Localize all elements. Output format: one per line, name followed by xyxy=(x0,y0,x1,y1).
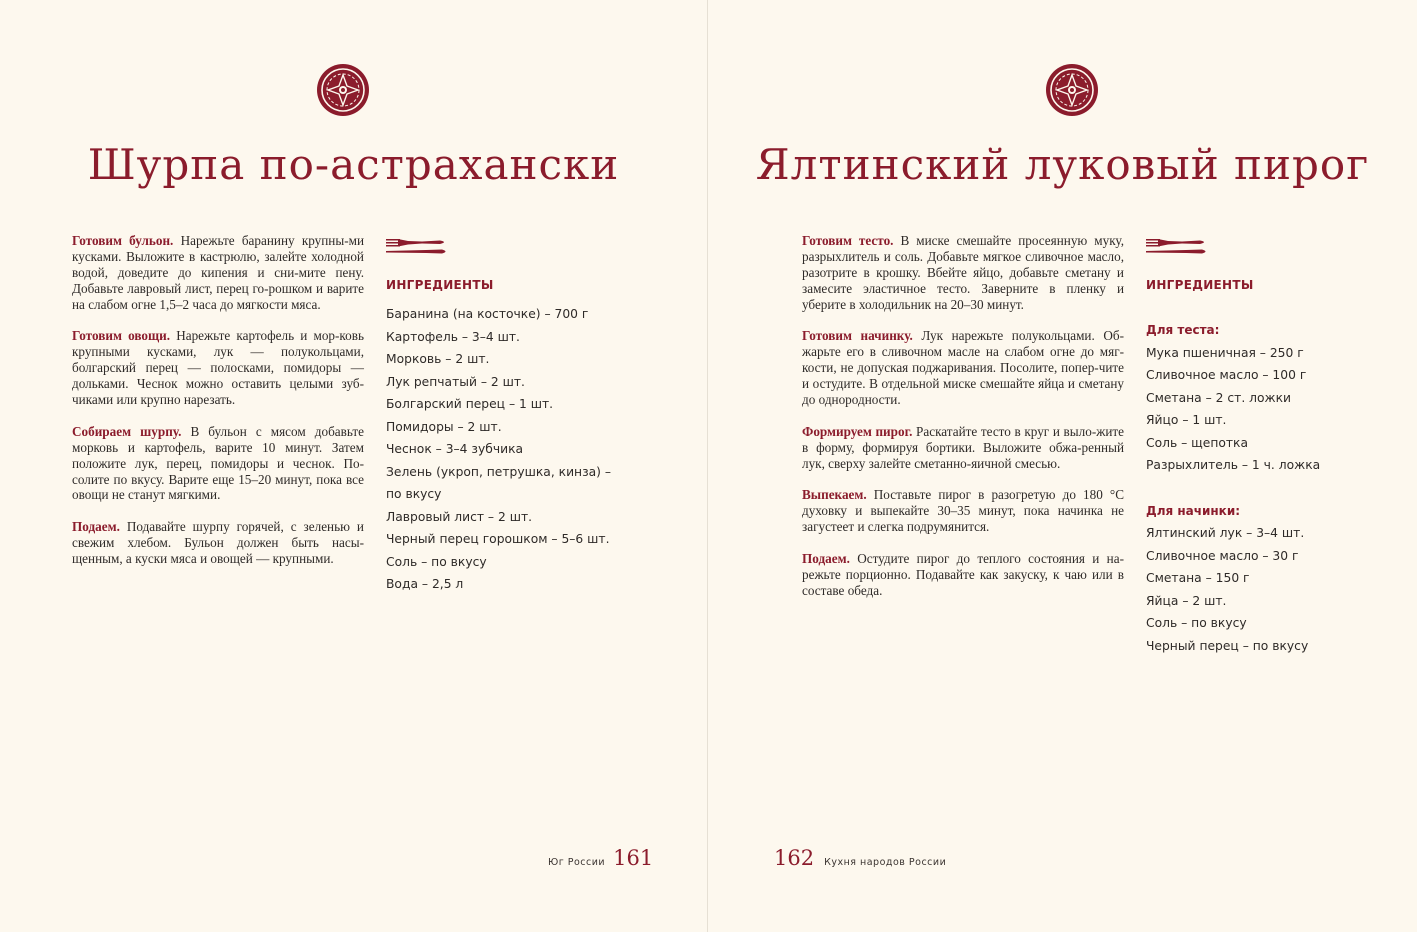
ingredient-item: Сливочное масло – 100 г xyxy=(1146,368,1307,382)
step-paragraph: Готовим бульон. Нарежьте баранину крупны-ми кусками. Выложите в кастрюлю, залейте холодной водой, доведите до кипения и сни-мите пену. Добавьте лавровый лист, перец го-рошком и варите на слабом огне 1,5–2 часа до мягкости мяса. xyxy=(72,233,365,312)
ingredient-item: Разрыхлитель – 1 ч. ложка xyxy=(1146,458,1321,472)
ingredient-item: Зелень (укроп, петрушка, кинза) – xyxy=(386,464,612,479)
recipe-title: Шурпа по-астрахански xyxy=(87,140,620,189)
ingredient-item: Черный перец горошком – 5–6 шт. xyxy=(386,532,610,546)
left-page xyxy=(0,0,707,932)
right-page xyxy=(708,0,1417,932)
ingredients-list xyxy=(1146,319,1320,657)
ingredient-item: Соль – щепотка xyxy=(1146,435,1249,450)
ornament-emblem-icon xyxy=(316,63,370,117)
ornament-emblem-icon xyxy=(1045,63,1099,117)
ingredient-item: Яйцо – 1 шт. xyxy=(1146,413,1227,427)
ingredient-item: Ялтинский лук – 3–4 шт. xyxy=(1146,526,1305,540)
fork-knife-icon xyxy=(1146,237,1210,257)
step-paragraph: Готовим овощи. Нарежьте картофель и мор-ковь крупными кусками, лук — полукольцами, болгарский перец — полосками, помидоры — дольками. Чеснок можно оставить целыми зуб-чиками или крупно нарезать. xyxy=(72,328,364,408)
step-paragraph: Собираем шурпу. В бульон с мясом добавьте морковь и картофель, варите 10 минут. Затем положите лук, перец, помидоры и чеснок. По-солите по вкусу. Варите еще 15–20 минут, пока все овощи не станут мягкими. xyxy=(72,423,364,503)
fork-knife-icon xyxy=(386,237,450,257)
page-number: 162 xyxy=(774,846,815,870)
ingredient-item: Помидоры – 2 шт. xyxy=(386,419,502,434)
step-paragraph: Выпекаем. Поставьте пирог в разогретую до 180 °С духовку и выпекайте 30–35 минут, пока начинка не загустеет и слегка подрумянится. xyxy=(802,487,1124,535)
ingredient-item: Лавровый лист – 2 шт. xyxy=(386,509,533,524)
ingredient-item: Чеснок – 3–4 зубчика xyxy=(386,442,524,456)
ingredient-item: Баранина (на косточке) – 700 г xyxy=(386,307,589,321)
ingredient-item: Сметана – 2 ст. ложки xyxy=(1146,390,1292,405)
step-paragraph: Подаем. Остудите пирог до теплого состояния и на-режьте порционно. Подавайте как закуску, к чаю или в составе обеда. xyxy=(802,551,1124,598)
ingredient-item: Болгарский перец – 1 шт. xyxy=(386,397,554,411)
ingredients-heading: ИНГРЕДИЕНТЫ xyxy=(386,278,494,292)
section-name: Юг России xyxy=(548,857,606,868)
ingredients-heading: ИНГРЕДИЕНТЫ xyxy=(1146,278,1254,292)
ingredient-item: Яйца – 2 шт. xyxy=(1146,593,1227,608)
section-name: Кухня народов России xyxy=(824,857,947,868)
ingredient-item: Лук репчатый – 2 шт. xyxy=(386,374,525,389)
ingredient-group-title: Для начинки: xyxy=(1146,503,1241,518)
ingredient-item: Соль – по вкусу xyxy=(1146,616,1247,630)
method-text xyxy=(802,233,1124,615)
page-footer xyxy=(548,846,653,870)
ingredient-item: Сметана – 150 г xyxy=(1146,571,1250,585)
ingredient-group-title: Для теста: xyxy=(1146,323,1220,337)
page-footer xyxy=(774,846,946,870)
step-paragraph: Формируем пирог. Раскатайте тесто в круг и выло-жите в форму, формируя бортики. Выложите обжа-ренный лук, сверху залейте сметанно-яичной смесью. xyxy=(802,423,1124,471)
ingredients-list xyxy=(386,303,611,596)
ingredient-item: Соль – по вкусу xyxy=(386,554,487,569)
ingredient-item: Вода – 2,5 л xyxy=(386,577,464,591)
step-paragraph: Готовим начинку. Лук нарежьте полукольцами. Об-жарьте его в сливочном масле на слабом огне до мяг-кости, не допуская поджаривания. Посолите, попер-чите и остудите. В отдельной миске смешайте яйца и сметану до однородности. xyxy=(802,328,1124,408)
method-text xyxy=(72,233,364,583)
ingredient-item: Черный перец – по вкусу xyxy=(1146,638,1309,653)
ingredient-item: Картофель – 3–4 шт. xyxy=(386,329,520,344)
ingredient-item: по вкусу xyxy=(386,487,442,501)
step-paragraph: Готовим тесто. В миске смешайте просеянную муку, разрыхлитель и соль. Добавьте мягкое сливочное масло, разотрите в крошку. Вбейте яйцо, добавьте сметану и замесите эластичное тесто. Заверните в пленку и уберите в холодильник на 20–30 минут. xyxy=(802,233,1124,312)
ingredient-item: Сливочное масло – 30 г xyxy=(1146,548,1299,563)
page-number: 161 xyxy=(613,846,654,870)
ingredient-item: Морковь – 2 шт. xyxy=(386,352,490,366)
step-paragraph: Подаем. Подавайте шурпу горячей, с зеленью и свежим хлебом. Бульон должен быть насы-щенным, а куски мяса и овощей — крупными. xyxy=(72,519,364,567)
ingredient-item: Мука пшеничная – 250 г xyxy=(1146,345,1304,360)
recipe-title: Ялтинский луковый пирог xyxy=(755,140,1370,189)
